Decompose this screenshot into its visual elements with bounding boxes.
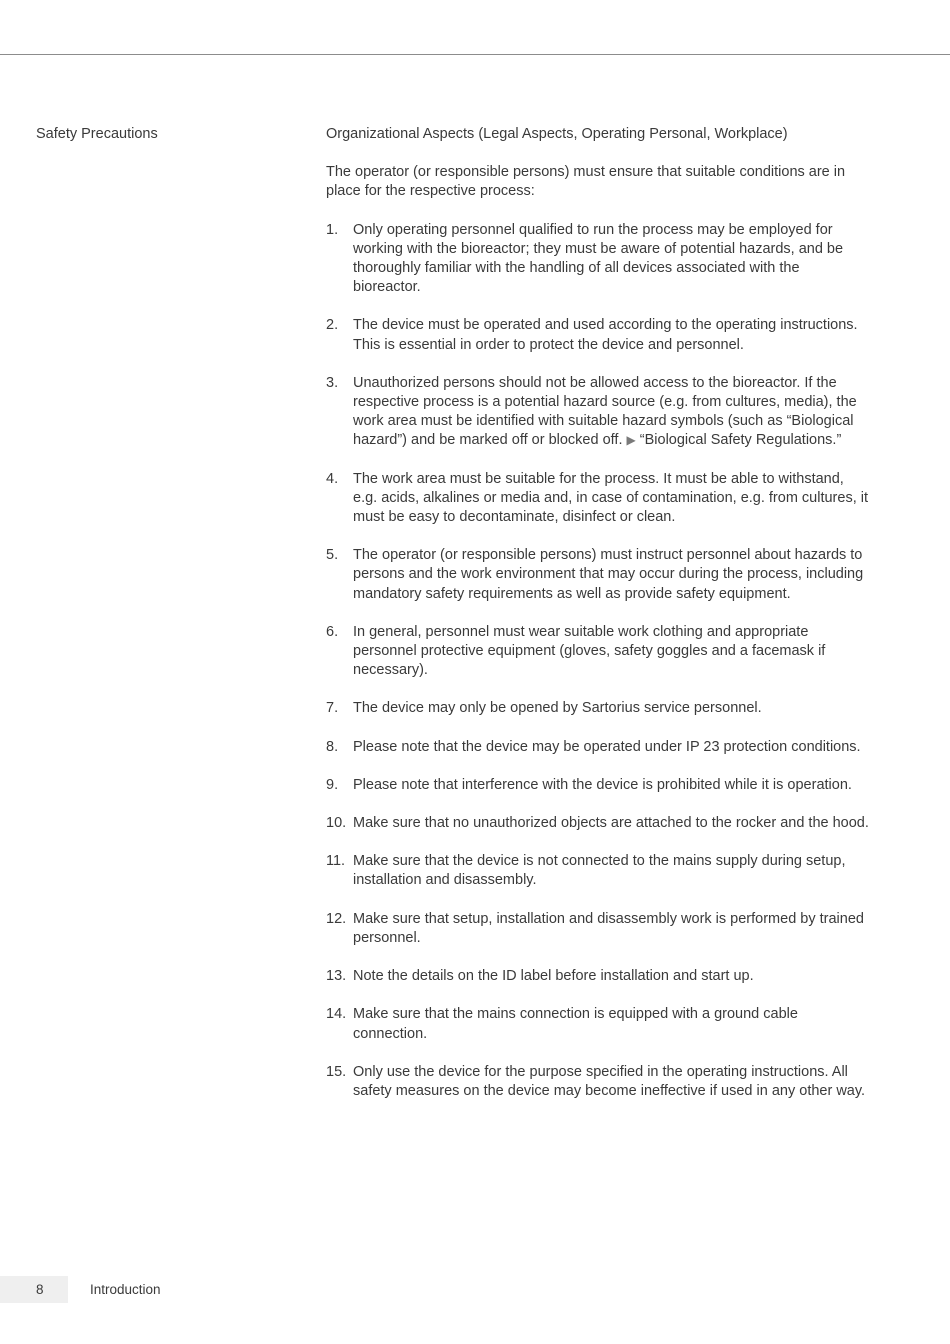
item-number: 7.	[326, 700, 339, 717]
item-text-wrapper	[353, 374, 871, 451]
page-number-box	[0, 1276, 68, 1303]
item-text: Please note that interference with the device is prohibited while it is operation.	[353, 776, 852, 793]
list-item	[326, 546, 871, 604]
item-text: Make sure that setup, installation and disassembly work is performed by trained personnel.	[353, 910, 864, 946]
item-number: 4.	[326, 470, 339, 487]
arrow-right-icon: ▶	[626, 433, 636, 448]
item-number: 12.	[326, 910, 347, 927]
list-item	[326, 221, 871, 298]
list-item	[326, 374, 871, 451]
item-text: Only operating personnel qualified to run the process may be employed for working with the bioreactor; they must be aware of potential hazards, and be thoroughly familiar with the handling of all devices associated with the bioreactor.	[353, 221, 844, 296]
item-text: Please note that the device may be operated under IP 23 protection conditions.	[353, 738, 861, 755]
item-text: The device may only be opened by Sartorius service personnel.	[353, 700, 762, 717]
item-number: 10.	[326, 815, 347, 832]
list-item	[326, 1063, 871, 1101]
item-number: 11.	[326, 853, 346, 870]
page-number: 8	[36, 1282, 44, 1297]
cross-reference: “Biological Safety Regulations.”	[639, 432, 842, 449]
list-item	[326, 1005, 871, 1043]
list-item	[326, 738, 871, 757]
section-heading: Safety Precautions	[36, 126, 158, 142]
item-number: 8.	[326, 738, 339, 755]
intro-paragraph: The operator (or responsible persons) must ensure that suitable conditions are in place for the respective process:	[326, 164, 846, 200]
item-text: In general, personnel must wear suitable work clothing and appropriate personnel protective equipment (gloves, safety goggles and a facemask if necessary).	[353, 623, 826, 679]
item-number: 14.	[326, 1006, 347, 1023]
list-item	[326, 470, 871, 528]
footer-section-title: Introduction	[90, 1282, 161, 1297]
item-number: 13.	[326, 968, 347, 985]
list-item	[326, 814, 871, 833]
item-text: The work area must be suitable for the process. It must be able to withstand, e.g. acids, alkalines or media and, in case of contamination, e.g. from cultures, it must be easy to decontaminate, disinfect or clean.	[353, 470, 869, 526]
item-text: Only use the device for the purpose specified in the operating instructions. All safety measures on the device may become ineffective if used in any other way.	[353, 1063, 866, 1099]
item-text: Note the details on the ID label before installation and start up.	[353, 968, 754, 985]
main-content	[326, 125, 871, 1120]
item-text: The operator (or responsible persons) must instruct personnel about hazards to persons and the work environment that may occur during the process, including mandatory safety requirements as well as provide safety equipment.	[353, 547, 864, 602]
item-number: 2.	[326, 317, 339, 334]
subheading: Organizational Aspects (Legal Aspects, Operating Personal, Workplace)	[326, 126, 788, 142]
item-number: 9.	[326, 776, 339, 793]
item-number: 15.	[326, 1063, 347, 1080]
list-item	[326, 776, 871, 795]
item-text: Make sure that the device is not connected to the mains supply during setup, installation and disassembly.	[353, 853, 846, 889]
list-item	[326, 852, 871, 890]
item-number: 5.	[326, 547, 339, 564]
safety-list	[326, 221, 871, 1102]
item-text: Make sure that no unauthorized objects are attached to the rocker and the hood.	[353, 815, 869, 832]
list-item	[326, 316, 871, 354]
item-text: Make sure that the mains connection is equipped with a ground cable connection.	[353, 1006, 798, 1042]
list-item	[326, 967, 871, 986]
item-number: 1.	[326, 221, 339, 238]
item-text: The device must be operated and used according to the operating instructions. This is essential in order to protect the device and personnel.	[353, 317, 858, 353]
item-number: 3.	[326, 374, 339, 391]
item-number: 6.	[326, 623, 339, 640]
list-item	[326, 623, 871, 681]
item-text: Unauthorized persons should not be allowed access to the bioreactor. If the respective process is a potential hazard source (e.g. from cultures, media), the work area must be identified with suitable hazard symbols (such as “Biological hazard”) and be marked off or blocked off.	[353, 374, 857, 449]
list-item	[326, 699, 871, 718]
header-rule	[0, 54, 950, 55]
list-item	[326, 910, 871, 948]
